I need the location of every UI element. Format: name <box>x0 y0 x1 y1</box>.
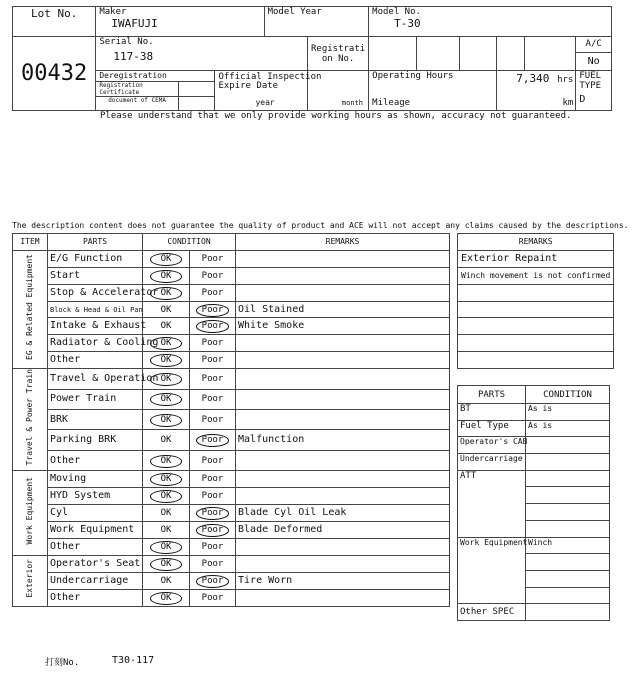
remark <box>236 267 450 284</box>
poor-circled: Poor <box>196 434 230 447</box>
condition-row <box>13 488 450 505</box>
fuel-label: Fuel Type <box>458 420 526 437</box>
cab-label: Operator's CAB <box>458 437 526 454</box>
poor-cell <box>190 284 236 301</box>
remarks-row <box>458 352 614 369</box>
work-value-3 <box>526 570 610 587</box>
work-value-2 <box>526 554 610 571</box>
other-spec-value <box>526 604 610 621</box>
poor-cell <box>190 410 236 430</box>
poor-option: Poor <box>201 355 224 366</box>
part-name: Operator's Seat <box>48 555 143 572</box>
condition-row <box>13 284 450 301</box>
poor-option: Poor <box>201 253 224 264</box>
item-group-label: Exterior <box>25 558 34 598</box>
remark <box>236 250 450 267</box>
poor-cell <box>190 450 236 471</box>
under-label: Undercarriage <box>458 454 526 471</box>
hours-note: Please understand that we only provide working hours as shown, accuracy not guaranteed. <box>100 111 572 121</box>
poor-cell <box>190 267 236 284</box>
cab-value <box>526 437 610 454</box>
remarks-row <box>458 284 614 301</box>
part-name: Other <box>48 539 143 556</box>
ok-cell <box>143 572 190 589</box>
part-name: Parking BRK <box>48 430 143 450</box>
ok-cell <box>143 488 190 505</box>
remark: White Smoke <box>236 318 450 335</box>
poor-cell <box>190 352 236 369</box>
col-remarks: REMARKS <box>236 234 450 251</box>
ok-circled: OK <box>150 414 183 427</box>
condition-row <box>13 589 450 606</box>
poor-option: Poor <box>201 287 224 298</box>
part-name: Start <box>48 267 143 284</box>
condition-row <box>13 267 450 284</box>
poor-cell <box>190 471 236 488</box>
item-group <box>13 471 48 555</box>
ok-circled: OK <box>150 473 183 486</box>
fuel-type-label: FUEL TYPE <box>579 71 602 91</box>
registration-certificate-value <box>178 82 215 97</box>
ok-cell <box>143 352 190 369</box>
remarks-body <box>458 250 614 368</box>
year-label: year <box>255 98 275 107</box>
remark <box>236 352 450 369</box>
model-no-cell <box>369 7 612 37</box>
ok-cell <box>143 267 190 284</box>
poor-cell <box>190 572 236 589</box>
reg-cell-5 <box>525 37 576 71</box>
reg-cell-1 <box>369 37 417 71</box>
bt-label: BT <box>458 404 526 421</box>
operating-hours-label: Operating Hours <box>372 71 454 81</box>
ok-circled: OK <box>150 393 183 406</box>
reg-cell-4 <box>496 37 525 71</box>
poor-circled: Poor <box>196 524 230 537</box>
poor-cell <box>190 335 236 352</box>
poor-cell <box>190 589 236 606</box>
condition-row <box>13 301 450 318</box>
ok-circled: OK <box>150 373 183 386</box>
model-year-cell <box>264 7 369 37</box>
part-name: Power Train <box>48 389 143 409</box>
remark <box>236 389 450 409</box>
ok-option: OK <box>160 525 172 536</box>
ok-cell <box>143 505 190 522</box>
remarks-text <box>458 301 614 318</box>
inspection-cell <box>215 71 363 111</box>
spec-table <box>457 385 610 621</box>
poor-option: Poor <box>201 373 224 384</box>
remark <box>236 589 450 606</box>
poor-cell <box>190 505 236 522</box>
lot-no-label: Lot No. <box>13 7 96 37</box>
stamp-label: 打刻No. <box>45 658 80 668</box>
poor-circled: Poor <box>196 304 230 317</box>
lot-no-value: 00432 <box>13 37 96 111</box>
item-group-label: Travel & Power Train <box>25 369 34 466</box>
poor-option: Poor <box>201 592 224 603</box>
part-name: Block & Head & Oil Pan <box>48 301 143 318</box>
remark <box>236 471 450 488</box>
condition-row <box>13 505 450 522</box>
condition-row <box>13 539 450 556</box>
att-value-4 <box>526 520 610 537</box>
condition-body <box>13 250 450 606</box>
reg-cell-3 <box>459 37 496 71</box>
part-name: BRK <box>48 410 143 430</box>
remark <box>236 335 450 352</box>
deregistration-label: Deregistration <box>96 71 215 82</box>
header-table <box>12 6 612 111</box>
condition-row <box>13 352 450 369</box>
poor-option: Poor <box>201 394 224 405</box>
ok-cell <box>143 430 190 450</box>
serial-no-cell <box>96 37 308 71</box>
fuel-type-cell <box>576 71 612 111</box>
fuel-value: As is <box>526 420 610 437</box>
condition-row <box>13 572 450 589</box>
reg-cell-2 <box>417 37 459 71</box>
att-label: ATT <box>458 470 526 537</box>
remarks-text: Winch movement is not confirmed <box>458 267 614 284</box>
ok-circled: OK <box>150 287 183 300</box>
remark <box>236 284 450 301</box>
condition-row <box>13 250 450 267</box>
item-group-label: EG & Related Equipment <box>25 254 34 360</box>
work-label: Work Equipment <box>458 537 526 604</box>
hours-cell <box>369 71 496 111</box>
part-name: Other <box>48 450 143 471</box>
remark: Tire Worn <box>236 572 450 589</box>
part-name: E/G Function <box>48 250 143 267</box>
ok-circled: OK <box>150 253 183 266</box>
condition-row <box>13 369 450 389</box>
part-name: Radiator & Cooling <box>48 335 143 352</box>
part-name: Undercarriage <box>48 572 143 589</box>
cema-value <box>178 97 215 111</box>
ac-cell <box>576 37 612 71</box>
poor-cell <box>190 389 236 409</box>
part-name: Intake & Exhaust <box>48 318 143 335</box>
item-group <box>13 555 48 606</box>
condition-row <box>13 522 450 539</box>
poor-cell <box>190 301 236 318</box>
ok-circled: OK <box>150 354 183 367</box>
cema-label: document of CEMA <box>96 97 179 111</box>
maker-value: IWAFUJI <box>111 17 158 30</box>
item-group <box>13 250 48 368</box>
remark <box>236 488 450 505</box>
hours-value-cell <box>496 71 576 111</box>
part-name: Work Equipment <box>48 522 143 539</box>
ok-cell <box>143 389 190 409</box>
att-value-3 <box>526 504 610 521</box>
ok-cell <box>143 539 190 556</box>
poor-cell <box>190 522 236 539</box>
poor-circled: Poor <box>196 507 230 520</box>
ok-cell <box>143 589 190 606</box>
condition-row <box>13 450 450 471</box>
poor-option: Poor <box>201 414 224 425</box>
poor-option: Poor <box>201 491 224 502</box>
operating-hours-value: 7,340 <box>516 72 550 85</box>
condition-row <box>13 555 450 572</box>
remark <box>236 369 450 389</box>
maker-cell <box>96 7 264 37</box>
serial-no-label: Serial No. <box>99 37 154 47</box>
remarks-table <box>457 233 614 369</box>
poor-option: Poor <box>201 558 224 569</box>
poor-option: Poor <box>201 455 224 466</box>
disclaimer: The description content does not guarantee the quality of product and ACE will not accept any claims caused by the descriptions. <box>12 221 629 230</box>
ok-cell <box>143 555 190 572</box>
spec-col-condition: CONDITION <box>526 386 610 404</box>
att-value-1 <box>526 470 610 487</box>
part-name: HYD System <box>48 488 143 505</box>
part-name: Moving <box>48 471 143 488</box>
under-value <box>526 454 610 471</box>
remarks-row <box>458 267 614 284</box>
condition-row <box>13 430 450 450</box>
ok-option: OK <box>160 304 172 315</box>
ok-circled: OK <box>150 490 183 503</box>
maker-label: Maker <box>99 7 127 17</box>
work-value: Winch <box>526 537 610 554</box>
remarks-title: REMARKS <box>458 234 614 251</box>
hrs-label: hrs <box>557 75 574 85</box>
ok-cell <box>143 471 190 488</box>
poor-cell <box>190 539 236 556</box>
remarks-text <box>458 284 614 301</box>
poor-cell <box>190 318 236 335</box>
registration-no-label: Registrati on No. <box>307 37 368 71</box>
poor-option: Poor <box>201 270 224 281</box>
poor-cell <box>190 369 236 389</box>
ok-cell <box>143 301 190 318</box>
mileage-label: Mileage <box>372 98 411 108</box>
col-parts: PARTS <box>48 234 143 251</box>
remark <box>236 539 450 556</box>
remark: Malfunction <box>236 430 450 450</box>
other-spec-label: Other SPEC <box>458 604 526 621</box>
model-year-label: Model Year <box>267 7 322 17</box>
remark: Blade Deformed <box>236 522 450 539</box>
ok-circled: OK <box>150 270 183 283</box>
work-value-4 <box>526 587 610 604</box>
part-name: Travel & Operation <box>48 369 143 389</box>
registration-certificate-label: Registration Certificate <box>96 82 179 97</box>
item-group-label: Work Equipment <box>25 476 34 545</box>
serial-no-value: 117-38 <box>113 50 154 63</box>
ac-label: A/C <box>576 37 611 53</box>
ok-option: OK <box>160 575 172 586</box>
ok-option: OK <box>160 508 172 519</box>
poor-circled: Poor <box>196 320 230 333</box>
remark: Blade Cyl Oil Leak <box>236 505 450 522</box>
remarks-row <box>458 318 614 335</box>
poor-option: Poor <box>201 338 224 349</box>
poor-cell <box>190 488 236 505</box>
spec-col-parts: PARTS <box>458 386 526 404</box>
condition-row <box>13 335 450 352</box>
condition-row <box>13 389 450 409</box>
model-no-value: T-30 <box>394 17 421 30</box>
condition-row <box>13 410 450 430</box>
remark <box>236 450 450 471</box>
ok-cell <box>143 450 190 471</box>
model-no-label: Model No. <box>372 7 421 17</box>
poor-cell <box>190 430 236 450</box>
remarks-text: Exterior Repaint <box>458 250 614 267</box>
ok-cell <box>143 369 190 389</box>
condition-row <box>13 471 450 488</box>
poor-option: Poor <box>201 541 224 552</box>
remark: Oil Stained <box>236 301 450 318</box>
stamp-value: T30-117 <box>112 655 155 666</box>
ok-circled: OK <box>150 558 183 571</box>
ok-circled: OK <box>150 455 183 468</box>
ok-circled: OK <box>150 541 183 554</box>
remark <box>236 410 450 430</box>
poor-cell <box>190 250 236 267</box>
part-name: Cyl <box>48 505 143 522</box>
part-name: Other <box>48 352 143 369</box>
remarks-text <box>458 318 614 335</box>
item-group <box>13 369 48 471</box>
part-name: Stop & Accelerator <box>48 284 143 301</box>
remarks-row <box>458 335 614 352</box>
remarks-row <box>458 250 614 267</box>
part-name: Other <box>48 589 143 606</box>
month-label: month <box>341 99 363 107</box>
fuel-type-value: D <box>579 94 586 105</box>
ac-value: No <box>587 56 600 67</box>
ok-cell <box>143 284 190 301</box>
ok-option: OK <box>160 435 172 446</box>
inspection-label: Official Inspection Expire Date <box>218 72 322 91</box>
remark <box>236 555 450 572</box>
condition-row <box>13 318 450 335</box>
ok-cell <box>143 410 190 430</box>
ok-cell <box>143 318 190 335</box>
ok-cell <box>143 335 190 352</box>
col-condition: CONDITION <box>143 234 236 251</box>
ok-option: OK <box>160 321 172 332</box>
ok-circled: OK <box>150 592 183 605</box>
poor-option: Poor <box>201 474 224 485</box>
ok-circled: OK <box>150 337 183 350</box>
poor-circled: Poor <box>196 575 230 588</box>
ok-cell <box>143 250 190 267</box>
col-item: ITEM <box>13 234 48 251</box>
remarks-text <box>458 335 614 352</box>
remarks-row <box>458 301 614 318</box>
km-label: km <box>562 98 574 108</box>
ok-cell <box>143 522 190 539</box>
condition-table <box>12 233 450 607</box>
bt-value: As is <box>526 404 610 421</box>
remarks-text <box>458 352 614 369</box>
att-value-2 <box>526 487 610 504</box>
poor-cell <box>190 555 236 572</box>
